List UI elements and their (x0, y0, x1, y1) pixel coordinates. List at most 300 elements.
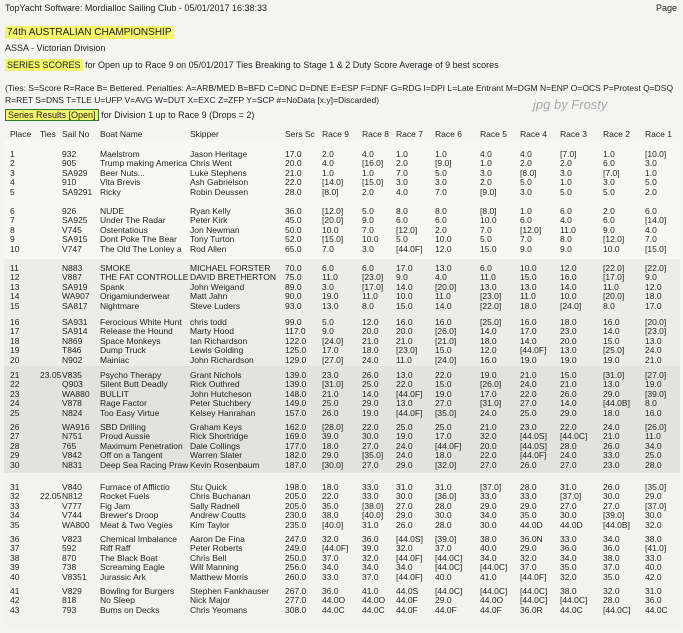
cell-series-score: 249.0 (285, 543, 307, 554)
table-row (0, 604, 683, 616)
software-header: TopYacht Software: Mordialloc Sailing Club - 05/01/2017 16:38:33 (5, 3, 267, 13)
cell-skipper: Sally Radnell (190, 500, 240, 511)
cell-race-4: [44.0F] (520, 345, 547, 356)
cell-race-5: 29.0 (480, 500, 497, 511)
cell-place: 5 (10, 186, 15, 197)
cell-race-1: 36.0 (645, 595, 662, 606)
cell-race-4: 11.0 (520, 291, 536, 302)
cell-sail-no: V829 (62, 586, 82, 596)
cell-place: 19 (10, 345, 20, 356)
cell-race-3: 23.0 (560, 326, 577, 337)
cell-race-7: 27.0 (396, 500, 413, 511)
cell-place: 27 (10, 431, 20, 442)
cell-race-1: 17.0 (645, 300, 662, 311)
cell-place: 3 (10, 167, 15, 178)
cell-race-9: 19.0 (322, 291, 339, 302)
cell-race-3: 20.0 (560, 335, 577, 346)
cell-race-5: 21.0 (480, 422, 497, 432)
cell-race-7: 24.0 (396, 450, 413, 461)
cell-race-3: 3.0 (560, 167, 572, 178)
header-skipper: Skipper (190, 129, 219, 139)
cell-series-score: 99.0 (285, 317, 302, 327)
cell-skipper: Jon Newman (190, 224, 240, 235)
cell-race-7: 6.0 (396, 215, 408, 226)
cell-place: 10 (10, 243, 20, 254)
cell-series-score: 162.0 (285, 422, 307, 432)
cell-series-score: 198.0 (285, 482, 307, 492)
championship-title: 74th AUSTRALIAN CHAMPIONSHIP (7, 27, 172, 38)
cell-race-3: 31.0 (560, 482, 577, 492)
cell-place: 16 (10, 317, 20, 327)
cell-race-3: 9.0 (560, 243, 572, 254)
cell-ties: 22.05 (40, 491, 62, 502)
cell-sail-no: N869 (62, 335, 83, 346)
cell-race-7: 1.0 (396, 149, 408, 159)
cell-race-2: 33.0 (603, 450, 620, 461)
cell-place: 43 (10, 604, 20, 615)
cell-race-1: 38.0 (645, 534, 662, 544)
cell-race-4: 23.0 (520, 422, 537, 432)
cell-race-8: 5.0 (362, 206, 374, 216)
cell-place: 38 (10, 552, 20, 563)
cell-race-8: [35.0] (362, 450, 384, 461)
cell-series-score: 250.0 (285, 552, 307, 563)
cell-race-7: [23.0] (396, 345, 418, 356)
cell-boat-name: Mainiac (100, 354, 130, 365)
header-series-score: Sers Sc (285, 129, 315, 139)
cell-race-8: 1.0 (362, 167, 374, 178)
cell-race-4: 2.0 (520, 158, 532, 169)
cell-race-5: 32.0 (480, 431, 497, 442)
cell-race-2: 29.0 (603, 388, 620, 399)
cell-race-4: 32.0 (520, 552, 537, 563)
cell-race-6: [21.0] (435, 335, 457, 346)
cell-race-6: 13.0 (435, 263, 452, 273)
cell-race-3: 1.0 (560, 177, 572, 188)
cell-race-8: 7.0 (362, 224, 374, 235)
cell-sail-no: SA925 (62, 215, 88, 226)
cell-boat-name: Trump making America (100, 158, 188, 169)
cell-series-score: 230.0 (285, 510, 307, 521)
cell-race-4: [12.0] (520, 224, 542, 235)
cell-race-4: 1.0 (520, 206, 532, 216)
cell-race-4: 36.0R (520, 604, 543, 615)
cell-race-6: [26.0] (435, 326, 457, 337)
cell-race-1: 11.0 (645, 431, 661, 442)
cell-race-1: 33.0 (645, 552, 662, 563)
series-scores-line (5, 60, 499, 70)
cell-place: 7 (10, 215, 15, 226)
cell-race-6: 3.0 (435, 177, 447, 188)
cell-race-4: 14.0 (520, 335, 537, 346)
table-row (0, 459, 683, 471)
cell-race-5: 16.0 (480, 354, 497, 365)
cell-race-9: 36.0 (322, 586, 339, 596)
cell-race-4: 18.0 (520, 300, 537, 311)
cell-race-7: 44.0S (396, 586, 419, 596)
cell-sail-no: SA9291 (62, 186, 93, 197)
cell-boat-name: Under The Radar (100, 215, 166, 226)
cell-race-3: 14.0 (560, 281, 577, 292)
cell-race-8: 14.0 (362, 388, 379, 399)
header-sail-no: Sail No (62, 129, 90, 139)
cell-race-9: [40.0] (322, 519, 344, 530)
cell-boat-name: Dont Poke The Bear (100, 234, 177, 245)
cell-race-6: 16.0 (435, 317, 452, 327)
cell-place: 31 (10, 482, 20, 492)
cell-race-5: 2.0 (480, 177, 492, 188)
cell-race-5: 38.0 (480, 534, 497, 544)
cell-sail-no: SA915 (62, 234, 88, 245)
cell-sail-no: T846 (62, 345, 82, 356)
cell-place: 4 (10, 177, 15, 188)
cell-race-5: 30.0 (480, 519, 497, 530)
cell-series-score: 117.0 (285, 326, 306, 337)
legend-line-2: R=RET S=DNS T=TLE U=UFP V=AVG W=DUT X=EXC Z=ZFP Y=SCP #=NoData [x.y]=Discarded) (5, 95, 380, 105)
cell-race-2: 16.0 (603, 317, 620, 327)
cell-race-4: 16.0 (520, 317, 537, 327)
cell-race-6: 15.0 (435, 345, 452, 356)
cell-skipper: Matthew Morris (190, 571, 249, 582)
cell-race-1: 25.0 (645, 450, 662, 461)
cell-race-9: 18.0 (322, 482, 339, 492)
cell-sail-no: V823 (62, 534, 82, 544)
cell-race-1: 21.0 (645, 354, 662, 365)
cell-place: 2 (10, 158, 15, 169)
cell-race-1: 29.0 (645, 491, 662, 502)
cell-race-7: 13.0 (396, 398, 413, 409)
cell-race-6: 17.0 (435, 431, 452, 442)
cell-race-7: 19.0 (396, 431, 413, 442)
cell-series-score: 50.0 (285, 224, 302, 235)
cell-race-9: 25.0 (322, 398, 339, 409)
cell-race-2: [31.0] (603, 370, 625, 380)
cell-skipper: chris todd (190, 317, 227, 327)
cell-race-9: [31.0] (322, 379, 344, 390)
cell-race-3: 44.0D (560, 519, 583, 530)
cell-race-9: 10.0 (322, 224, 339, 235)
cell-race-6: [20.0] (435, 281, 457, 292)
cell-race-5: 40.0 (480, 543, 497, 554)
cell-skipper: John Hutcheson (190, 388, 252, 399)
cell-place: 25 (10, 407, 20, 418)
cell-race-6: 22.0 (435, 370, 452, 380)
cell-race-4: 22.0 (520, 388, 537, 399)
cell-place: 24 (10, 398, 20, 409)
cell-race-3: 22.0 (560, 422, 577, 432)
cell-place: 8 (10, 224, 15, 235)
cell-skipper: Chris Buchanan (190, 491, 251, 502)
cell-race-6: 37.0 (435, 543, 452, 554)
cell-sail-no: V842 (62, 450, 82, 461)
cell-race-8: 18.0 (362, 345, 379, 356)
cell-ties: 23.05 (40, 370, 62, 380)
cell-race-6: 10.0 (435, 234, 452, 245)
cell-boat-name: Ricky (100, 186, 121, 197)
cell-race-6: 8.0 (435, 206, 447, 216)
cell-race-1: 18.0 (645, 291, 662, 302)
cell-boat-name: Screaming Eagle (100, 562, 165, 573)
cell-race-5: [26.0] (480, 379, 502, 390)
cell-race-8: 44.0O (362, 595, 386, 606)
cell-skipper: DAVID BRETHERTON (190, 272, 276, 283)
cell-race-9: 39.0 (322, 431, 339, 442)
cell-race-2: 5.0 (603, 186, 615, 197)
cell-race-9: 22.0 (322, 491, 339, 502)
cell-race-6: [44.0F] (435, 440, 462, 451)
cell-race-1: [26.0] (645, 422, 667, 432)
cell-race-7: 17.0 (396, 263, 413, 273)
cell-race-8: 36.0 (362, 534, 379, 544)
cell-race-7: 31.0 (396, 482, 413, 492)
cell-race-5: 22.0 (480, 450, 497, 461)
cell-race-3: 21.0 (560, 379, 577, 390)
cell-race-4: 13.0 (520, 281, 537, 292)
cell-race-5: 11.0 (480, 272, 496, 283)
cell-race-4: [8.0] (520, 167, 537, 178)
cell-race-2: 37.0 (603, 562, 620, 573)
cell-sail-no: V835 (62, 370, 82, 380)
cell-race-4: 4.0 (520, 149, 532, 159)
cell-sail-no: V747 (62, 243, 82, 254)
cell-race-3: 36.0 (560, 543, 577, 554)
cell-race-5: 41.0 (480, 571, 497, 582)
cell-skipper: Ryan Kelly (190, 206, 231, 216)
watermark: jpg by Frosty (533, 97, 608, 112)
cell-skipper: Peter Roberts (190, 543, 243, 554)
cell-race-5: [22.0] (480, 300, 502, 311)
cell-race-8: 2.0 (362, 186, 374, 197)
cell-series-score: 235.0 (285, 519, 307, 530)
results-table-header (0, 128, 683, 140)
cell-race-5: [8.0] (480, 206, 497, 216)
cell-boat-name: Release the Hound (100, 326, 173, 337)
cell-race-2: [20.0] (603, 291, 625, 302)
header-race-1: Race 1 (645, 129, 672, 139)
cell-race-6: 29.0 (435, 595, 452, 606)
cell-race-7: 30.0 (396, 491, 413, 502)
cell-race-8: [23.0] (362, 272, 384, 283)
cell-race-1: 34.0 (645, 440, 662, 451)
cell-race-7: 11.0 (396, 354, 412, 365)
cell-race-8: 25.0 (362, 379, 379, 390)
cell-race-2: 36.0 (603, 543, 620, 554)
cell-race-5: 5.0 (480, 234, 492, 245)
cell-boat-name: Maelstrom (100, 149, 140, 159)
cell-race-7: 4.0 (396, 186, 408, 197)
cell-race-8: [15.0] (362, 177, 384, 188)
header-race-9: Race 9 (322, 129, 349, 139)
cell-race-9: 21.0 (322, 388, 339, 399)
cell-race-2: 24.0 (603, 422, 620, 432)
cell-race-5: [25.0] (480, 317, 502, 327)
cell-race-9: [14.0] (322, 177, 344, 188)
cell-race-8: 20.0 (362, 326, 379, 337)
cell-race-5: 6.0 (480, 263, 492, 273)
cell-race-6: 28.0 (435, 500, 452, 511)
cell-series-score: 52.0 (285, 234, 302, 245)
cell-boat-name: Furnace of Afflictio (100, 482, 170, 492)
cell-series-score: 247.0 (285, 534, 307, 544)
cell-race-8: 3.0 (362, 243, 374, 254)
cell-race-3: 11.0 (560, 224, 576, 235)
cell-race-3: 5.0 (560, 186, 572, 197)
cell-skipper: Nick Major (190, 595, 231, 606)
cell-place: 28 (10, 440, 20, 451)
cell-place: 17 (10, 326, 20, 337)
cell-boat-name: SMOKE (100, 263, 131, 273)
table-row (0, 186, 683, 198)
cell-place: 30 (10, 459, 20, 470)
cell-race-1: 31.0 (645, 586, 662, 596)
cell-race-2: 26.0 (603, 482, 620, 492)
cell-race-1: 44.0C (645, 604, 668, 615)
cell-race-8: 21.0 (362, 335, 379, 346)
cell-race-5: 7.0 (480, 224, 492, 235)
cell-boat-name: NUDE (100, 206, 125, 216)
cell-race-3: 29.0 (560, 407, 577, 418)
cell-skipper: Will Manning (190, 562, 239, 573)
cell-sail-no: N883 (62, 263, 83, 273)
cell-race-1: [15.0] (645, 243, 667, 254)
cell-race-1: 30.0 (645, 510, 662, 521)
cell-race-1: 8.0 (645, 398, 657, 409)
cell-race-8: [16.0] (362, 158, 384, 169)
cell-boat-name: Rage Factor (100, 398, 147, 409)
cell-sail-no: N831 (62, 459, 83, 470)
cell-race-9: 7.0 (322, 243, 334, 254)
cell-sail-no: SA929 (62, 167, 88, 178)
cell-race-3: 27.0 (560, 459, 577, 470)
cell-series-score: 125.0 (285, 345, 307, 356)
cell-race-9: 2.0 (322, 149, 334, 159)
cell-race-1: [22.0] (645, 263, 667, 273)
cell-race-5: 3.0 (480, 167, 492, 178)
cell-race-8: 41.0 (362, 586, 379, 596)
cell-race-9: [30.0] (322, 459, 344, 470)
cell-race-2: 35.0 (603, 571, 620, 582)
cell-place: 20 (10, 354, 20, 365)
cell-race-3: 6.0 (560, 206, 572, 216)
cell-place: 6 (10, 206, 15, 216)
cell-boat-name: Meat & Two Vegies (100, 519, 173, 530)
cell-sail-no: WA916 (62, 422, 90, 432)
cell-place: 15 (10, 300, 20, 311)
cell-race-6: [44.0C] (435, 562, 463, 573)
cell-place: 40 (10, 571, 20, 582)
cell-skipper: Peter Stuchbery (190, 398, 251, 409)
header-race-6: Race 6 (435, 129, 462, 139)
cell-place: 23 (10, 388, 20, 399)
cell-series-score: 139.0 (285, 370, 307, 380)
cell-series-score: 36.0 (285, 206, 302, 216)
cell-race-1: [14.0] (645, 215, 667, 226)
cell-place: 22 (10, 379, 20, 390)
cell-race-8: 4.0 (362, 149, 374, 159)
cell-race-3: 44.0C (560, 604, 583, 615)
cell-race-6: 7.0 (435, 186, 447, 197)
cell-race-2: [25.0] (603, 345, 625, 356)
cell-race-7: 29.0 (396, 459, 413, 470)
cell-series-score: 21.0 (285, 167, 302, 178)
cell-race-9: 33.0 (322, 571, 339, 582)
cell-race-9: 18.0 (322, 440, 339, 451)
cell-race-2: 1.0 (603, 149, 615, 159)
cell-race-8: 24.0 (362, 354, 379, 365)
cell-boat-name: BULLIT (100, 388, 129, 399)
cell-race-9: 32.0 (322, 534, 339, 544)
cell-race-6: [24.0] (435, 354, 457, 365)
cell-series-score: 205.0 (285, 500, 307, 511)
series-scores-label: SERIES SCORES (7, 60, 81, 70)
cell-race-1: 6.0 (645, 206, 657, 216)
cell-boat-name: Ferocious White Hunt (100, 317, 182, 327)
cell-race-6: [9.0] (435, 158, 452, 169)
cell-race-4: [44.0S] (520, 431, 547, 442)
cell-race-4: 6.0 (520, 215, 532, 226)
cell-race-2: [44.0B] (603, 398, 630, 409)
cell-race-5: [23.0] (480, 291, 502, 302)
cell-race-4: 37.0 (520, 562, 537, 573)
cell-race-1: 1.0 (645, 167, 657, 178)
cell-skipper: Ash Gabrielson (190, 177, 249, 188)
cell-race-3: 33.0 (560, 534, 577, 544)
cell-race-4: 3.0 (520, 186, 532, 197)
cell-race-7: [44.0F] (396, 552, 423, 563)
cell-place: 34 (10, 510, 20, 521)
cell-race-9: 38.0 (322, 510, 339, 521)
cell-race-4: 17.0 (520, 326, 537, 337)
cell-race-9: [28.0] (322, 422, 344, 432)
cell-race-3: [7.0] (560, 149, 577, 159)
cell-race-2: 11.0 (603, 281, 619, 292)
cell-race-5: 34.0 (480, 552, 497, 563)
cell-race-6: 40.0 (435, 571, 452, 582)
cell-race-8: 27.0 (362, 459, 379, 470)
cell-race-5: 34.0 (480, 510, 497, 521)
cell-boat-name: Ostentatious (100, 224, 148, 235)
cell-skipper: Aaron De Fina (190, 534, 245, 544)
cell-race-5: 33.0 (480, 491, 497, 502)
cell-boat-name: Jurassic Ark (100, 571, 146, 582)
table-row (0, 519, 683, 531)
cell-race-3: 14.0 (560, 398, 577, 409)
cell-race-1: [39.0] (645, 388, 667, 399)
cell-race-1: 9.0 (645, 272, 657, 283)
cell-race-3: 32.0 (560, 571, 577, 582)
cell-race-6: [35.0] (435, 407, 457, 418)
cell-race-1: 13.0 (645, 335, 662, 346)
cell-sail-no: V878 (62, 398, 82, 409)
cell-skipper: Graham Keys (190, 422, 242, 432)
cell-series-score: 149.0 (285, 398, 307, 409)
cell-sail-no: 592 (62, 543, 77, 554)
cell-race-1: 5.0 (645, 177, 657, 188)
cell-sail-no: V744 (62, 510, 82, 521)
cell-place: 32 (10, 491, 20, 502)
cell-race-2: 23.0 (603, 459, 620, 470)
cell-race-7: [12.0] (396, 224, 418, 235)
cell-race-1: 16.0 (645, 407, 662, 418)
cell-race-3: 34.0 (560, 552, 577, 563)
cell-race-5: 13.0 (480, 281, 497, 292)
cell-race-7: 9.0 (396, 272, 408, 283)
cell-race-7: 5.0 (396, 234, 408, 245)
cell-race-8: 37.0 (362, 571, 379, 582)
cell-race-3: [44.0C] (560, 595, 588, 606)
cell-sail-no: 818 (62, 595, 77, 606)
cell-skipper: Matt Jahn (190, 291, 228, 302)
